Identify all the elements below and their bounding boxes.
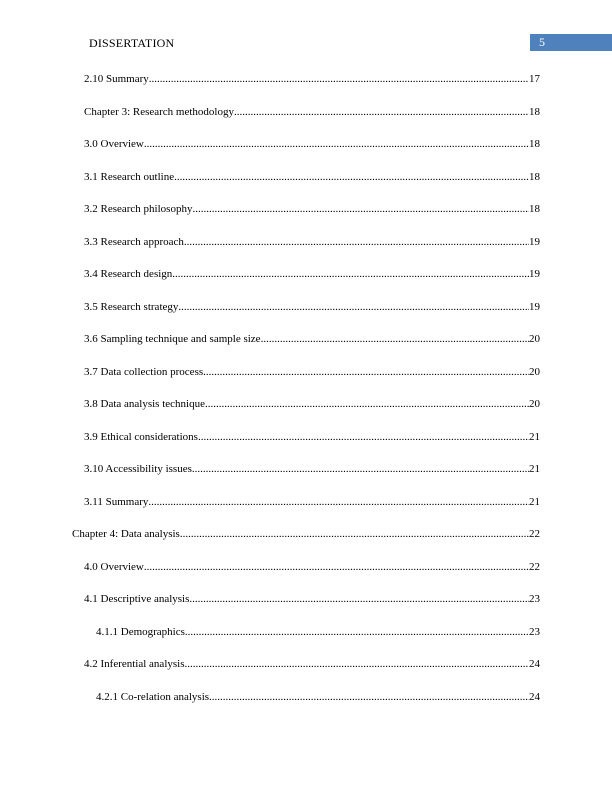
toc-entry[interactable]: [84, 332, 540, 346]
toc-entry-text: 4.2.1 Co-relation analysis: [96, 690, 210, 703]
toc-entry-page: 22: [529, 560, 540, 573]
toc-entry[interactable]: [84, 397, 540, 411]
toc-entry[interactable]: [84, 202, 540, 216]
toc-leader-dots: [205, 397, 529, 411]
toc-leader-dots: [185, 657, 530, 671]
toc-entry-text: 3.10 Accessibility issues: [84, 463, 192, 475]
toc-entry[interactable]: [84, 657, 540, 671]
toc-leader-dots: [189, 592, 529, 606]
toc-entry[interactable]: [84, 495, 540, 509]
toc-leader-dots: [178, 300, 529, 314]
toc-leader-dots: [149, 72, 529, 86]
toc-entry-text: 3.3 Research approach: [84, 235, 184, 248]
toc-entry-page: 22: [529, 528, 540, 540]
toc-entry-text: 3.5 Research strategy: [84, 300, 179, 313]
toc-entry-text: 3.1 Research outline: [84, 170, 175, 183]
toc-leader-dots: [261, 332, 529, 346]
toc-entry-text: 4.2 Inferential analysis: [84, 658, 185, 670]
toc-entry[interactable]: [84, 235, 540, 249]
toc-leader-dots: [172, 267, 529, 281]
toc-entry[interactable]: [84, 137, 540, 151]
toc-entry-page: 21: [529, 495, 540, 508]
toc-entry-page: 21: [529, 463, 540, 475]
toc-entry[interactable]: [84, 170, 540, 184]
toc-entry-page: 24: [529, 658, 540, 670]
toc-entry[interactable]: [96, 625, 540, 639]
toc-leader-dots: [144, 560, 529, 574]
toc-entry-page: 19: [529, 300, 540, 313]
toc-entry-text: Chapter 3: Research methodology: [84, 105, 234, 118]
toc-leader-dots: [180, 527, 529, 541]
toc-entry-page: 23: [529, 625, 540, 638]
toc-leader-dots: [174, 170, 529, 184]
toc-leader-dots: [192, 462, 529, 476]
toc-entry-page: 23: [529, 593, 540, 605]
toc-entry-page: 18: [529, 203, 540, 215]
toc-entry-page: 20: [529, 365, 540, 378]
toc-entry[interactable]: [84, 72, 540, 86]
toc-leader-dots: [144, 137, 529, 151]
page-number: 5: [539, 35, 545, 49]
toc-entry-text: 4.1.1 Demographics: [96, 625, 185, 638]
toc-entry-text: 3.8 Data analysis technique: [84, 398, 205, 410]
toc-entry[interactable]: [84, 592, 540, 606]
toc-entry-page: 24: [529, 690, 540, 703]
toc-entry-text: Chapter 4: Data analysis: [72, 528, 180, 540]
toc-entry-page: 18: [529, 105, 540, 118]
toc-entry-text: 3.4 Research design: [84, 268, 173, 280]
toc-entry-text: 3.11 Summary: [84, 495, 149, 508]
toc-entry-page: 18: [529, 170, 540, 183]
toc-leader-dots: [184, 235, 529, 249]
toc-entry[interactable]: [84, 560, 540, 574]
toc-entry-text: 4.0 Overview: [84, 560, 144, 573]
toc-leader-dots: [185, 625, 529, 639]
toc-entry-page: 20: [529, 398, 540, 410]
toc-entry-page: 20: [529, 333, 540, 345]
toc-entry[interactable]: [84, 430, 540, 444]
toc-entry-page: 21: [529, 430, 540, 443]
toc-entry-page: 19: [529, 235, 540, 248]
toc-entry-text: 3.0 Overview: [84, 138, 144, 150]
toc-leader-dots: [148, 495, 529, 509]
toc-entry[interactable]: [72, 527, 540, 541]
toc-entry[interactable]: [84, 462, 540, 476]
toc-entry[interactable]: [84, 267, 540, 281]
toc-entry-text: 4.1 Descriptive analysis: [84, 593, 190, 605]
toc-leader-dots: [198, 430, 529, 444]
toc-entry-text: 3.6 Sampling technique and sample size: [84, 333, 261, 345]
toc-entry-page: 19: [529, 268, 540, 280]
toc-leader-dots: [234, 105, 529, 119]
toc-entry[interactable]: [84, 365, 540, 379]
toc-leader-dots: [203, 365, 529, 379]
toc-entry[interactable]: [84, 105, 540, 119]
toc-entry-page: 18: [529, 138, 540, 150]
toc-leader-dots: [209, 690, 529, 704]
toc-entry-text: 3.2 Research philosophy: [84, 203, 193, 215]
toc-entry-text: 3.7 Data collection process: [84, 365, 204, 378]
running-header-title: DISSERTATION: [89, 36, 175, 50]
toc-entry[interactable]: [96, 690, 540, 704]
toc-entry-page: 17: [529, 73, 540, 85]
toc-entry-text: 3.9 Ethical considerations: [84, 430, 198, 443]
toc-entry[interactable]: [84, 300, 540, 314]
toc-entry-text: 2.10 Summary: [84, 73, 149, 85]
toc-leader-dots: [192, 202, 529, 216]
